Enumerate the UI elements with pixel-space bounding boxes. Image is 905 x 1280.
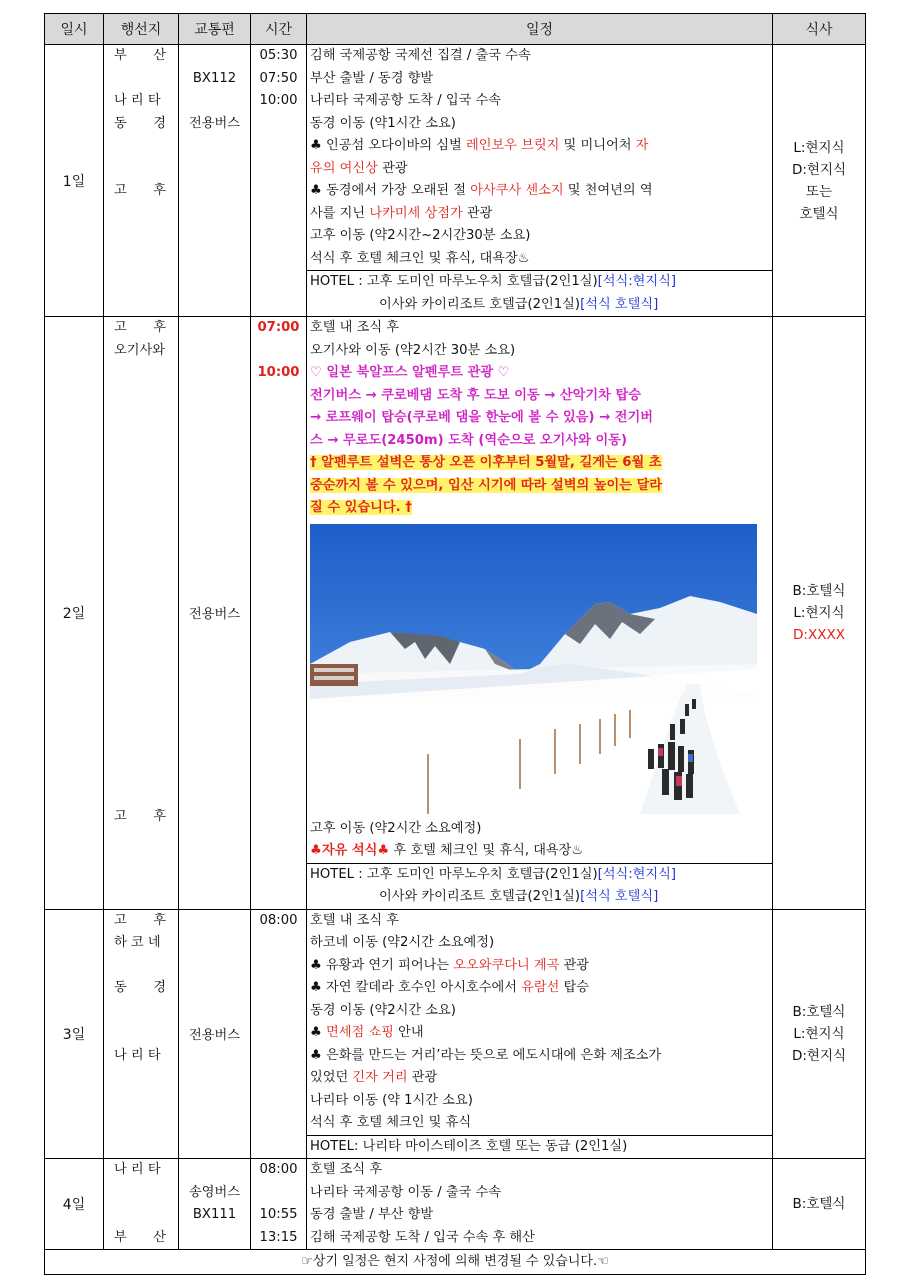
day2-destinations [104, 317, 179, 910]
loc-item: 고 후 [114, 912, 166, 928]
loc-item: 동 경 [114, 115, 166, 131]
header-meal: 식사 [773, 14, 866, 45]
day4-transport: 송영버스 BX111 [179, 1159, 251, 1250]
header-schedule: 일정 [307, 14, 773, 45]
loc-item: 나 리 타 [114, 1162, 161, 1177]
day3-transport: 전용버스 [179, 909, 251, 1159]
day2-transport: 전용버스 [179, 317, 251, 910]
day2-times: 07:00 10:00 [251, 317, 307, 910]
header-destination: 행선지 [104, 14, 179, 45]
loc-item: 오기사와 [114, 342, 165, 358]
day3-row [45, 909, 866, 1159]
loc-item: 부 산 [114, 48, 166, 63]
day4-label: 4일 [45, 1159, 104, 1250]
day4-schedule: 호텔 조식 후 나리타 국제공항 이동 / 출국 수속 동경 출발 / 부산 향발 김해 국제공항 도착 / 입국 수속 후 해산 [307, 1159, 773, 1250]
loc-item: 동 경 [114, 980, 166, 995]
loc-item: 하 코 네 [114, 935, 161, 950]
day1-destinations [104, 45, 179, 317]
footer-note: ☞상기 일정은 현지 사정에 의해 변경될 수 있습니다.☜ [45, 1250, 866, 1275]
day1-transport: BX112 전용버스 [179, 45, 251, 317]
day1-meals: L:현지식 D:현지식 또는 호텔식 [773, 45, 866, 317]
loc-item: 고 후 [114, 320, 166, 335]
loc-item: 고 후 [114, 183, 166, 198]
day1-schedule: 김해 국제공항 국제선 집결 / 출국 수속 부산 출발 / 동경 향발 나리타 국제공항 도착 / 입국 수속 동경 이동 (약1시간 소요) ♣ 인공섬 오다이바의 심벌 레인보우 브릿지 및 미니어처 자 유의 여신상 관광 ♣ 동경에서 가장 오래된 절 아사쿠사 센소지 및 천여년의 역 사를 지닌 나카미세 상점가 관광 고후 이동 (약2시간~2시간30분 소요) 석식 후 호텔 체크인 및 휴식, 대욕장♨ HOTEL : 고후 도미인 마루노우치 호텔급(2인1실)[석식:현지식] 이사와 카이리조트 호텔급(2인1실)[석식 호텔식] [307, 45, 773, 317]
day1-hotel: HOTEL : 고후 도미인 마루노우치 호텔급(2인1실)[석식:현지식] 이사와 카이리조트 호텔급(2인1실)[석식 호텔식] [307, 270, 772, 316]
day3-times: 08:00 [251, 909, 307, 1159]
loc-item: 부 산 [114, 1229, 166, 1245]
day2-schedule: 호텔 내 조식 후 오기사와 이동 (약2시간 30분 소요) ♡ 일본 북알프스 알펜루트 관광 ♡ 전기버스 → 쿠로베댐 도착 후 도보 이동 → 산악기차 탑승 → 로프웨이 탑승(쿠로베 댐을 한눈에 볼 수 있음) → 전기버 스 → 무로도(2450m) 도착 (역순으로 오기사와 이동) † 알펜루트 설벽은 통상 오픈 이후부터 5월말, 길게는 6월 초 중순까지 볼 수 있으며, 입산 시기에 따라 설벽의 높이는 달라 질 수 있습니다. † 고후 이동 (약2시간 소요예정) ♣자유 석식♣ 후 호텔 체크인 및 휴식, 대욕장♨ HOTEL : 고후 도미인 마루노우치 호텔급(2인1실)[석식:현지식] 이사와 카이리조트 호텔급(2인1실)[석식 호텔식] [307, 317, 773, 910]
day2-hotel: HOTEL : 고후 도미인 마루노우치 호텔급(2인1실)[석식:현지식] 이사와 카이리조트 호텔급(2인1실)[석식 호텔식] [307, 863, 772, 909]
header-day: 일시 [45, 14, 104, 45]
day2-meals: B:호텔식 L:현지식 D:XXXX [773, 317, 866, 910]
loc-item: 고 후 [114, 809, 166, 824]
day1-times: 05:30 07:50 10:00 [251, 45, 307, 317]
loc-item: 나 리 타 [114, 1047, 161, 1063]
day3-label: 3일 [45, 909, 104, 1159]
alpine-route-photo [310, 524, 757, 814]
loc-item: 나 리 타 [114, 93, 161, 108]
day4-times: 08:00 10:55 13:15 [251, 1159, 307, 1250]
day2-row [45, 317, 866, 910]
header-row [45, 14, 866, 45]
day3-meals: B:호텔식 L:현지식 D:현지식 [773, 909, 866, 1159]
day3-destinations [104, 909, 179, 1159]
footer-row [45, 1250, 866, 1275]
day4-meals: B:호텔식 [773, 1159, 866, 1250]
itinerary-table [44, 13, 866, 1275]
day3-hotel: HOTEL: 나리타 마이스테이즈 호텔 또는 동급 (2인1실) [307, 1135, 772, 1159]
header-transport: 교통편 [179, 14, 251, 45]
day4-row [45, 1159, 866, 1250]
day4-destinations [104, 1159, 179, 1250]
day1-row [45, 45, 866, 317]
header-time: 시간 [251, 14, 307, 45]
day2-label: 2일 [45, 317, 104, 910]
day1-label: 1일 [45, 45, 104, 317]
snow-mountain-illustration [310, 524, 757, 814]
day3-schedule: 호텔 내 조식 후 하코네 이동 (약2시간 소요예정) ♣ 유황과 연기 피어나는 오오와쿠다니 계곡 관광 ♣ 자연 칼데라 호수인 아시호수에서 유람선 탑승 동경 이동 (약2시간 소요) ♣ 면세점 쇼핑 안내 ♣ 은화를 만드는 거리’라는 뜻으로 에도시대에 은화 제조소가 있었던 긴자 거리 관광 나리타 이동 (약 1시간 소요) 석식 후 호텔 체크인 및 휴식 HOTEL: 나리타 마이스테이즈 호텔 또는 동급 (2인1실) [307, 909, 773, 1159]
